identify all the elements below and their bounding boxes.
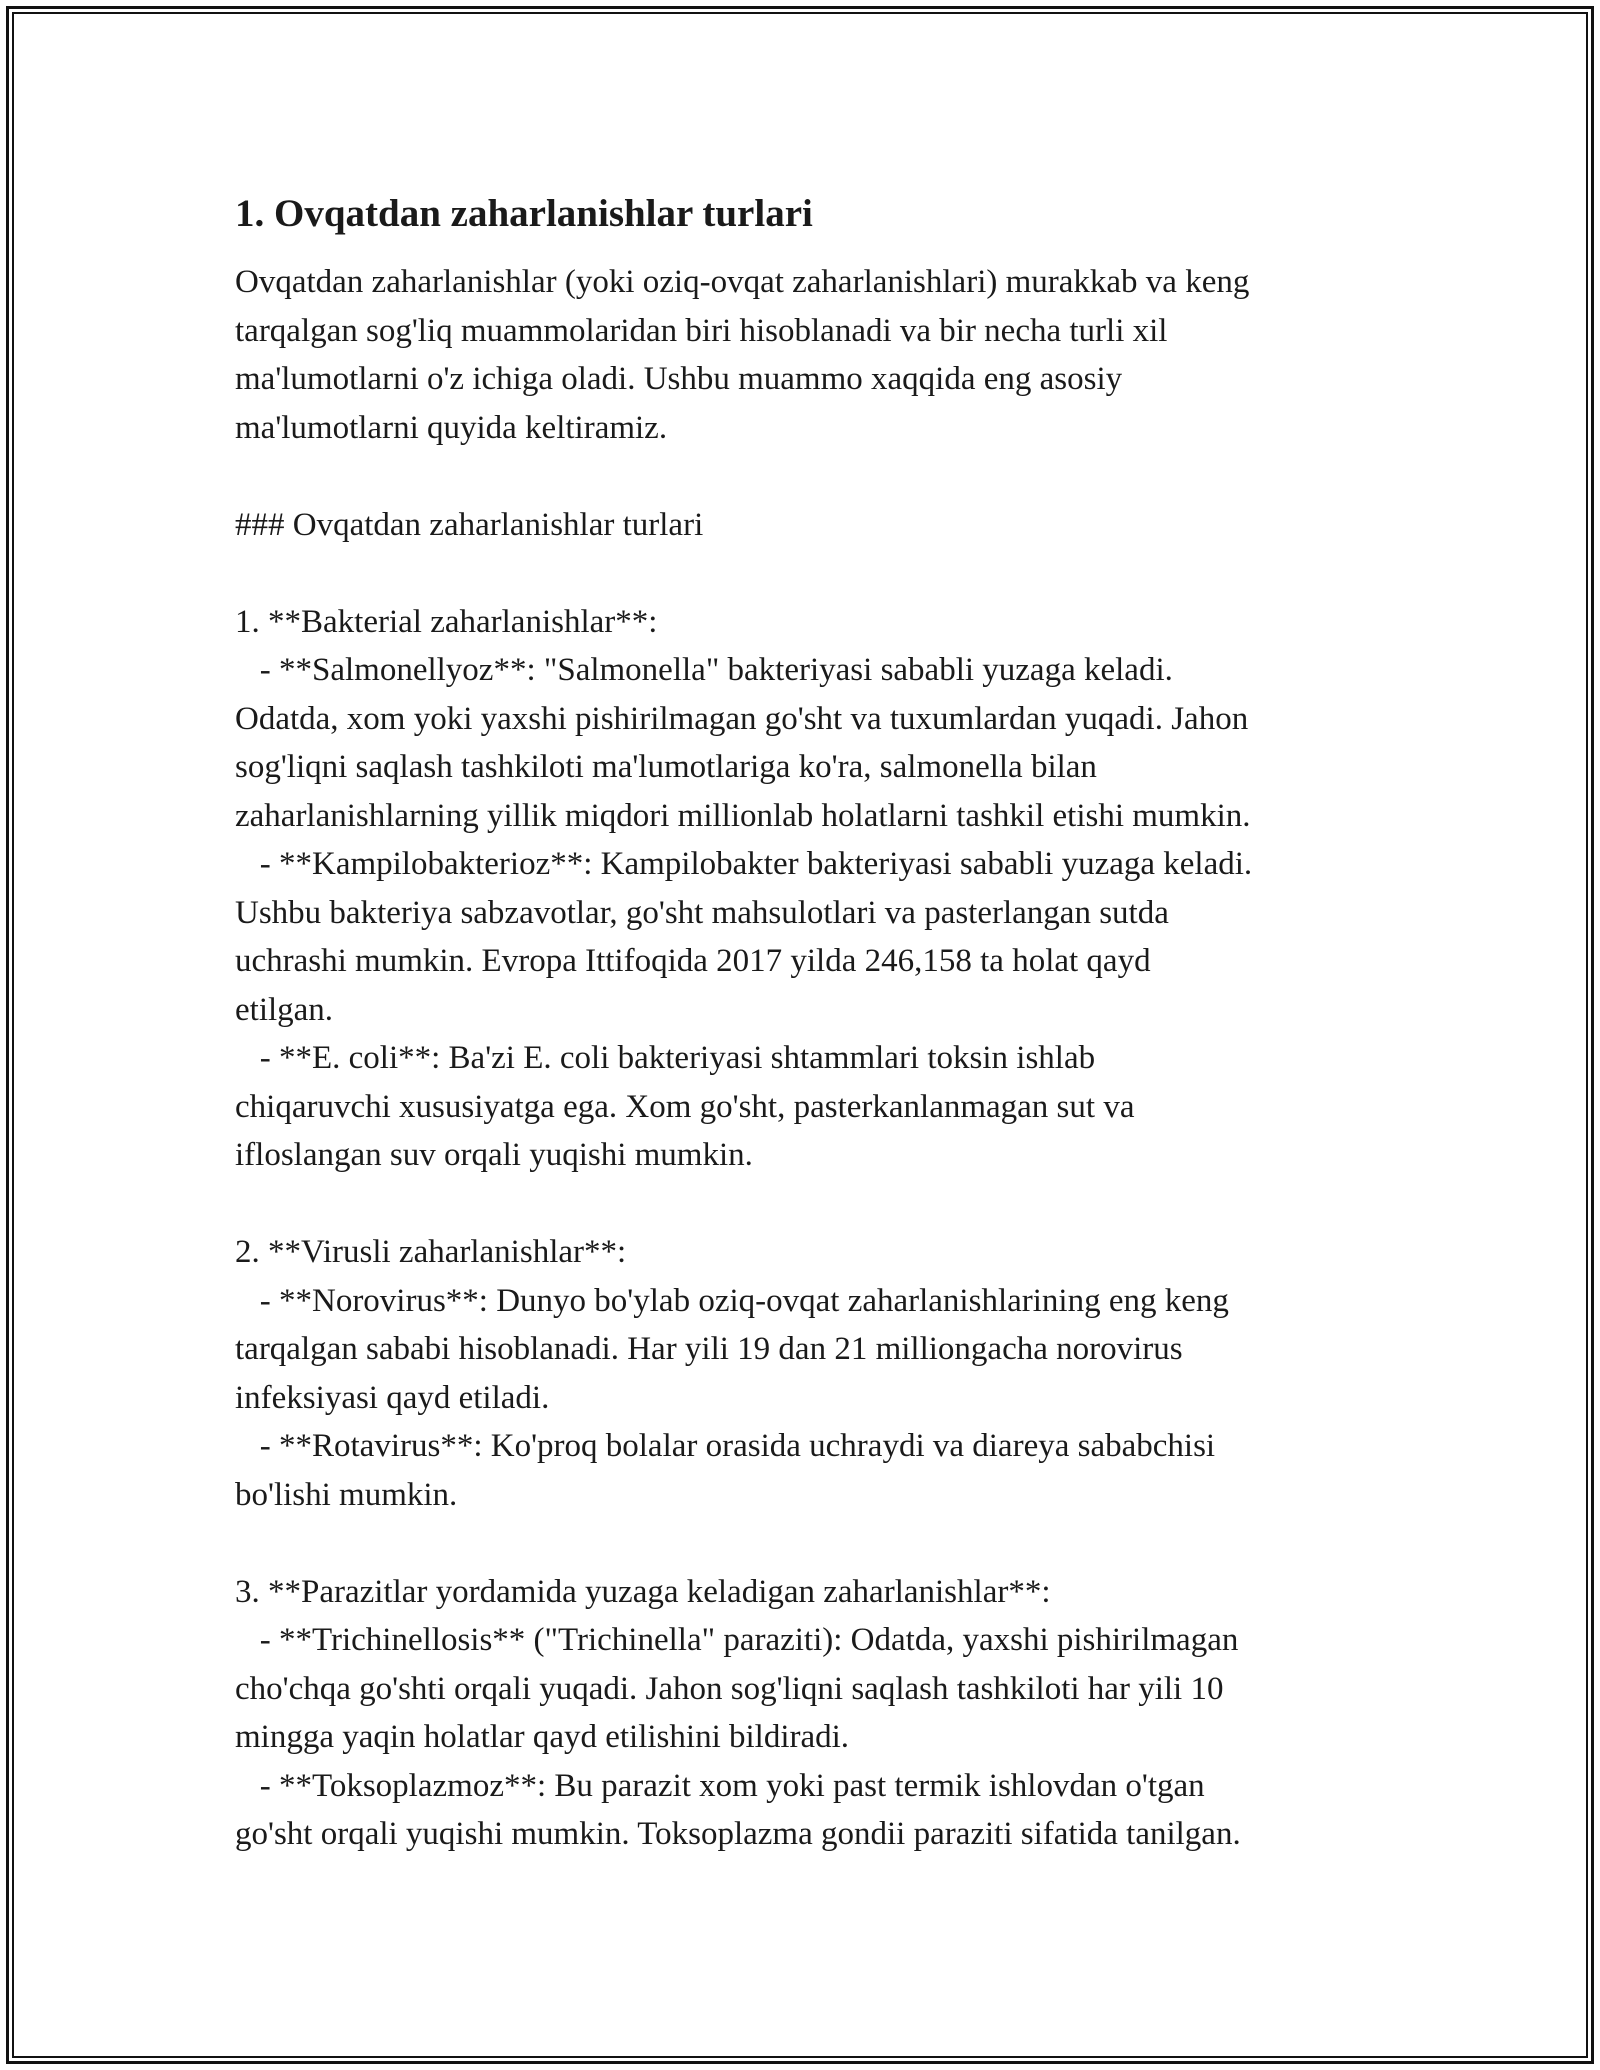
document-title: 1. Ovqatdan zaharlanishlar turlari	[235, 192, 813, 235]
document-body: Ovqatdan zaharlanishlar (yoki oziq-ovqat zaharlanishlari) murakkab va keng tarqalgan sog'liq muammolaridan biri hisoblanadi va bir necha turli xil ma'lumotlarni o'z ichiga oladi. Ushbu muammo xaqqida eng asosiy ma'lumotlarni quyida keltiramiz. ### Ovqatdan zaharlanishlar turlari 1. **Bakterial zaharlanishlar**: - **Salmonellyoz**: "Salmonella" bakteriyasi sababli yuzaga keladi. Odatda, xom yoki yaxshi pishirilmagan go'sht va tuxumlardan yuqadi. Jahon sog'liqni saqlash tashkiloti ma'lumotlariga ko'ra, salmonella bilan zaharlanishlarning yillik miqdori millionlab holatlarni tashkil etishi mumkin. - **Kampilobakterioz**: Kampilobakter bakteriyasi sababli yuzaga keladi. Ushbu bakteriya sabzavotlar, go'sht mahsulotlari va pasterlangan sutda uchrashi mumkin. Evropa Ittifoqida 2017 yilda 246,158 ta holat qayd etilgan. - **E. coli**: Ba'zi E. coli bakteriyasi shtammlari toksin ishlab chiqaruvchi xususiyatga ega. Xom go'sht, pasterkanlanmagan sut va ifloslangan suv orqali yuqishi mumkin. 2. **Virusli zaharlanishlar**: - **Norovirus**: Dunyo bo'ylab oziq-ovqat zaharlanishlarining eng keng tarqalgan sababi hisoblanadi. Har yili 19 dan 21 milliongacha norovirus infeksiyasi qayd etiladi. - **Rotavirus**: Ko'proq bolalar orasida uchraydi va diareya sababchisi bo'lishi mumkin. 3. **Parazitlar yordamida yuzaga keladigan zaharlanishlar**: - **Trichinellosis** ("Trichinella" paraziti): Odatda, yaxshi pishirilmagan cho'chqa go'shti orqali yuqadi. Jahon sog'liqni saqlash tashkiloti har yili 10 mingga yaqin holatlar qayd etilishini bildiradi. - **Toksoplazmoz**: Bu parazit xom yoki past termik ishlovdan o'tgan go'sht orqali yuqishi mumkin. Toksoplazma gondii paraziti sifatida tanilgan.	[235, 264, 1253, 1852]
document-content	[235, 188, 1395, 1859]
